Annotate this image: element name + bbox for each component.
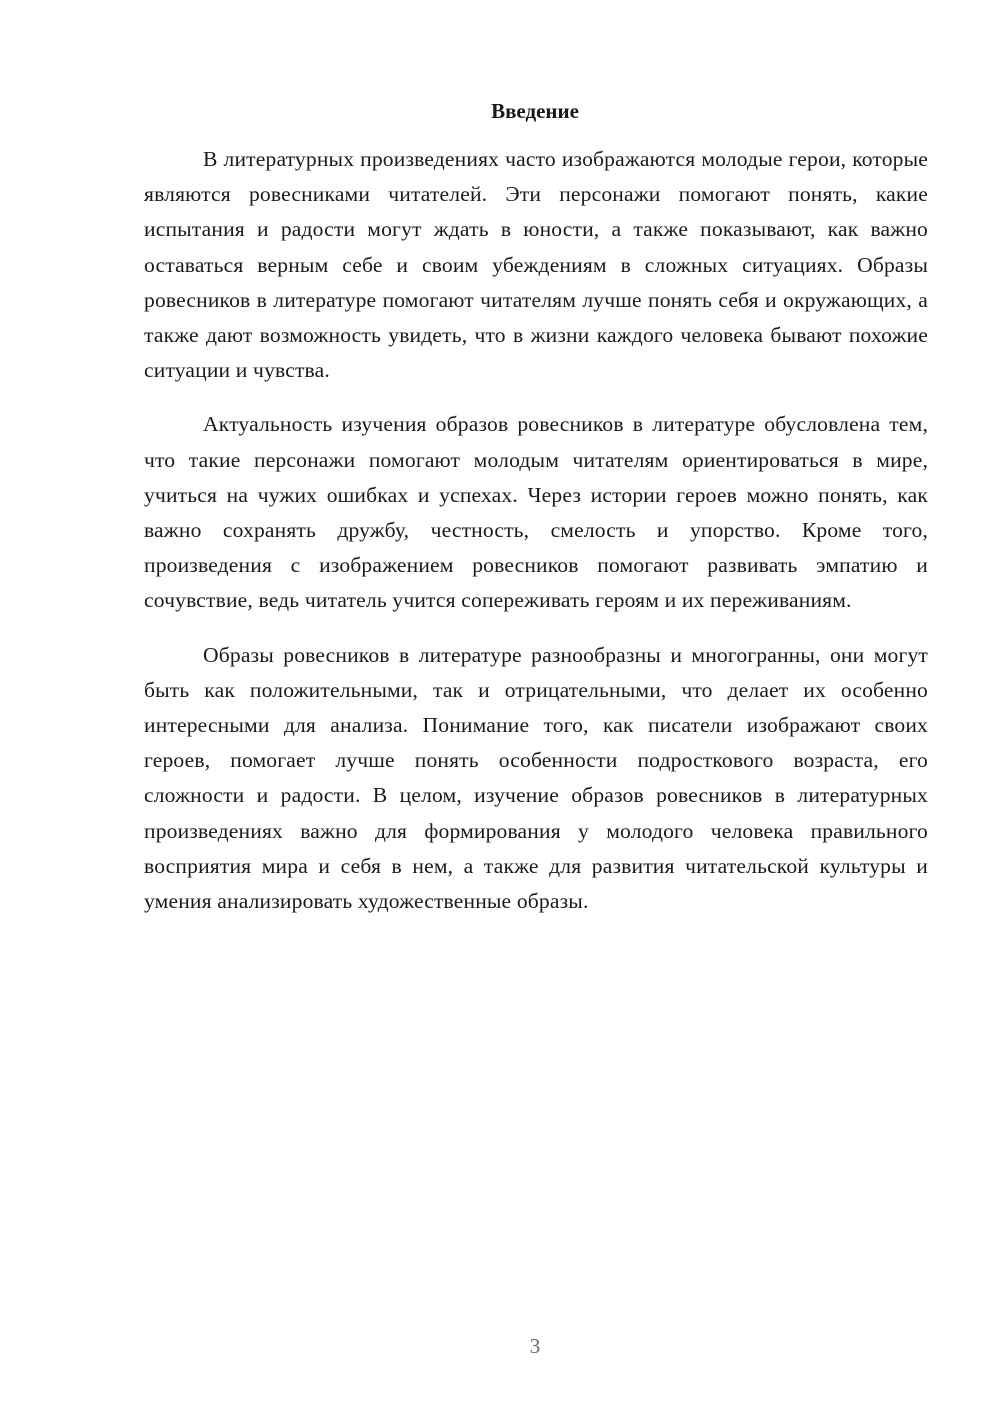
paragraph-1: В литературных произведениях часто изображаются молодые герои, которые являются ровесниками читателей. Эти персонажи помогают понять, какие испытания и радости могут ждать в юности, а также показывают, как важно оставаться верным себе и своим убеждениям в сложных ситуациях. Образы ровесников в литературе помогают читателям лучше понять себя и окружающих, а также дают возможность увидеть, что в жизни каждого человека бывают похожие ситуации и чувства. (144, 147, 928, 383)
paragraph-3: Образы ровесников в литературе разнообразны и многогранны, они могут быть как положительными, так и отрицательными, что делает их особенно интересными для анализа. Понимание того, как писатели изображают своих героев, помогает лучше понять особенности подросткового возраста, его сложности и радости. В целом, изучение образов ровесников в литературных произведениях важно для формирования у молодого человека правильного восприятия мира и себя в нем, а также для развития читательской культуры и умения анализировать художественные образы. (144, 642, 928, 914)
paragraph-2: Актуальность изучения образов ровесников в литературе обусловлена тем, что такие персонажи помогают молодым читателям ориентироваться в мире, учиться на чужих ошибках и успехах. Через истории героев можно понять, как важно сохранять дружбу, честность, смелость и упорство. Кроме того, произведения с изображением ровесников помогают развивать эмпатию и сочувствие, ведь читатель учится сопереживать героям и их переживаниям. (144, 412, 928, 613)
section-title: Введение (491, 99, 579, 123)
body-text (144, 142, 928, 919)
page-number: 3 (529, 1334, 541, 1358)
